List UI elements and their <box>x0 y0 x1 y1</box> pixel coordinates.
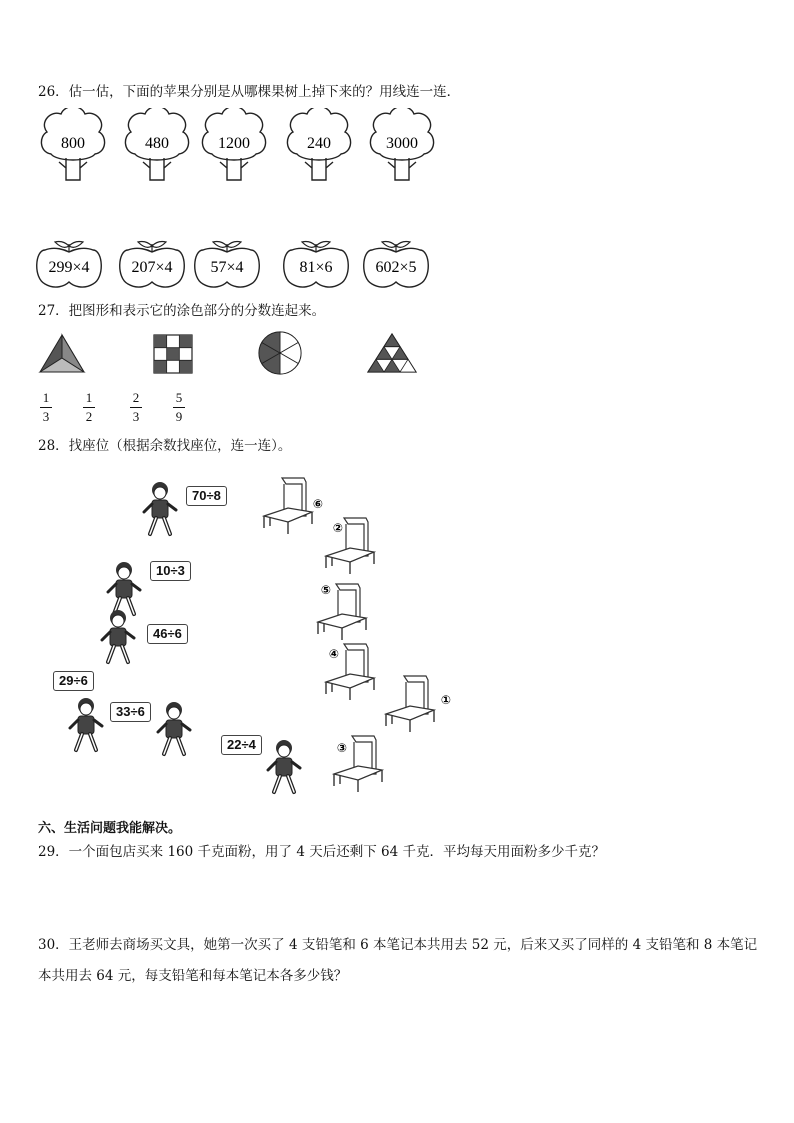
seat-number: ⑤ <box>320 583 332 597</box>
fraction-numerator: 5 <box>175 390 183 405</box>
child-figure <box>268 740 300 792</box>
chair <box>264 478 312 534</box>
tree-number: 240 <box>307 135 331 152</box>
apple <box>364 242 429 288</box>
apple <box>195 242 260 288</box>
question-30-line1: 30．王老师去商场买文具，她第一次买了 4 支铅笔和 6 本笔记本共用去 52 元，后来又买了同样的 4 支铅笔和 8 本笔记 <box>38 937 758 953</box>
child-figure <box>144 482 176 534</box>
tree-number: 480 <box>145 135 169 152</box>
seat-number: ④ <box>328 647 340 661</box>
question-29-text: 29．一个面包店买来 160 千克面粉，用了 4 天后还剩下 64 千克．平均每天用面粉多少千克？ <box>38 844 605 860</box>
tree <box>370 108 433 180</box>
q26-figure <box>0 108 794 293</box>
fraction-option <box>81 390 97 425</box>
fraction-denominator: 3 <box>132 409 140 424</box>
chair <box>386 676 434 732</box>
fraction-denominator: 9 <box>175 409 183 424</box>
child-figure <box>158 702 190 754</box>
apple-expression: 81×6 <box>299 259 333 276</box>
seat-number: ③ <box>336 741 348 755</box>
question-28-text: 28．找座位（根据余数找座位，连一连）。 <box>38 438 292 454</box>
tree <box>41 108 104 180</box>
seat-number: ① <box>440 693 452 707</box>
q27-shapes <box>0 330 794 380</box>
question-26-text: 26．估一估，下面的苹果分别是从哪棵果树上掉下来的？用线连一连． <box>38 84 461 100</box>
fraction-option <box>128 390 144 425</box>
fraction-option <box>171 390 187 425</box>
shape-triangle-thirds <box>40 335 84 372</box>
apple-expression: 602×5 <box>375 259 417 276</box>
division-expression: 70÷8 <box>186 486 227 506</box>
apple <box>37 242 102 288</box>
fraction-numerator: 1 <box>42 390 50 405</box>
division-expression: 10÷3 <box>150 561 191 581</box>
seat-number: ② <box>332 521 344 535</box>
section-6-title: 六、生活问题我能解决。 <box>38 821 182 836</box>
apple <box>120 242 185 288</box>
apple-expression: 207×4 <box>131 259 173 276</box>
child-figure <box>70 698 102 750</box>
shape-circle-sixths <box>259 332 301 374</box>
tree-number: 3000 <box>386 135 418 152</box>
division-expression: 22÷4 <box>221 735 262 755</box>
fraction-numerator: 1 <box>85 390 93 405</box>
apple-expression: 299×4 <box>48 259 90 276</box>
fraction-numerator: 2 <box>132 390 140 405</box>
division-expression: 33÷6 <box>110 702 151 722</box>
apple-expression: 57×4 <box>210 259 244 276</box>
tree <box>287 108 350 180</box>
tree-number: 1200 <box>218 135 250 152</box>
child-figure <box>102 610 134 662</box>
apple <box>284 242 349 288</box>
tree <box>202 108 265 180</box>
q28-figure <box>0 470 794 805</box>
seat-number: ⑥ <box>312 497 324 511</box>
tree-number: 800 <box>61 135 85 152</box>
tree <box>125 108 188 180</box>
fraction-option <box>38 390 54 425</box>
question-30-line2: 本共用去 64 元，每支铅笔和每本笔记本各多少钱？ <box>38 968 348 984</box>
division-expression: 29÷6 <box>53 671 94 691</box>
fraction-denominator: 3 <box>42 409 50 424</box>
shape-grid-checker <box>154 335 192 373</box>
fraction-denominator: 2 <box>85 409 93 424</box>
division-expression: 46÷6 <box>147 624 188 644</box>
shape-triangle-ninths <box>368 334 416 372</box>
question-27-text: 27．把图形和表示它的涂色部分的分数连起来。 <box>38 303 326 319</box>
child-figure <box>108 562 140 614</box>
